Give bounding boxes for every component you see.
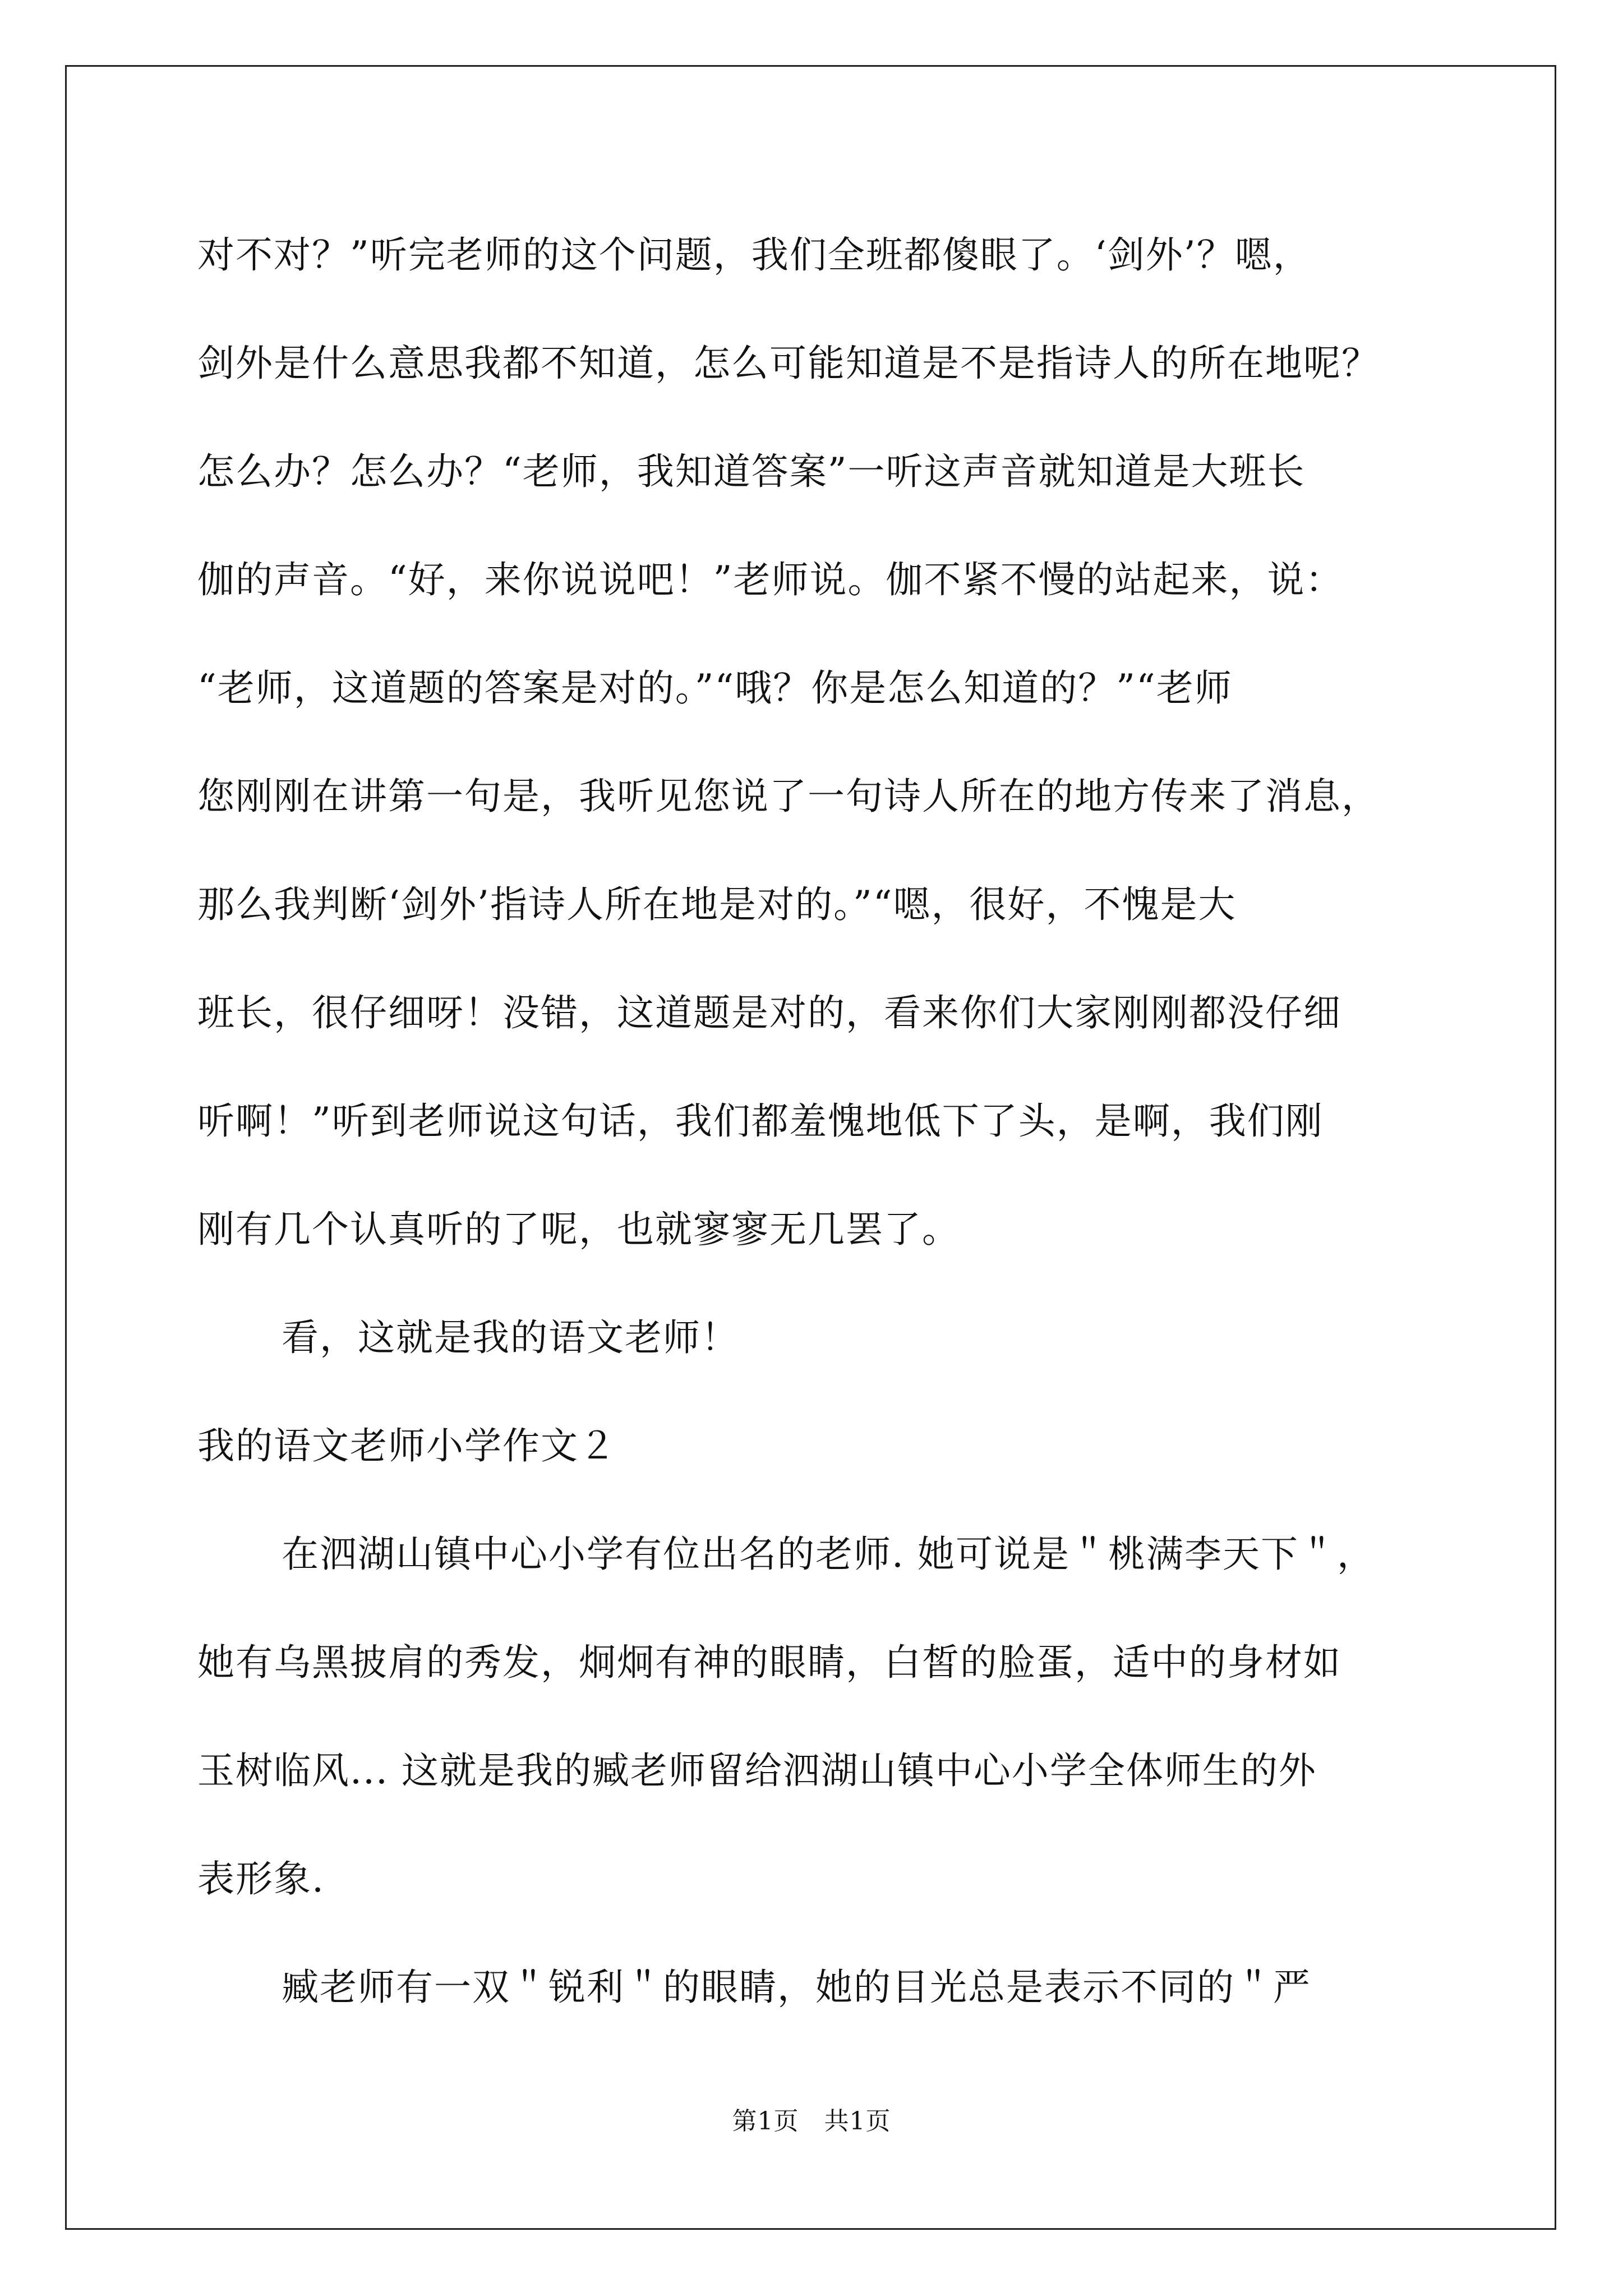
paragraph-line: 臧老师有一双＂锐利＂的眼睛，她的目光总是表示不同的＂严: [282, 1966, 1311, 2009]
body-line: 玉树临风... 这就是我的臧老师留给泗湖山镇中心小学全体师生的外: [197, 1749, 1317, 1792]
body-line: 她有乌黑披肩的秀发，炯炯有神的眼睛，白皙的脸蛋，适中的身材如: [197, 1641, 1341, 1684]
paragraph-line: 在泗湖山镇中心小学有位出名的老师. 她可说是＂桃满李天下＂，: [282, 1533, 1375, 1576]
document-body: [197, 201, 1431, 2041]
body-line: 表形象.: [197, 1857, 325, 1901]
body-line: “老师，这道题的答案是对的。”“哦？你是怎么知道的？”“老师: [197, 666, 1233, 710]
body-line: 刚有几个认真听的了呢，也就寥寥无几罢了。: [197, 1208, 960, 1251]
page-number: 第1页 共1页: [732, 2107, 891, 2136]
section-heading: 我的语文老师小学作文２: [197, 1424, 617, 1467]
paragraph-line: 看，这就是我的语文老师！: [282, 1316, 739, 1359]
body-line: 您刚刚在讲第一句是，我听见您说了一句诗人所在的地方传来了消息，: [197, 775, 1380, 818]
body-line: 对不对？”听完老师的这个问题，我们全班都傻眼了。‘剑外’？嗯，: [197, 233, 1311, 277]
body-line: 那么我判断‘剑外’指诗人所在地是对的。”“嗯，很好，不愧是大: [197, 883, 1237, 926]
body-line: 班长，很仔细呀！没错，这道题是对的，看来你们大家刚刚都没仔细: [197, 991, 1341, 1034]
body-line: 听啊！”听到老师说这句话，我们都羞愧地低下了头，是啊，我们刚: [197, 1099, 1324, 1143]
body-line: 伽的声音。“好，来你说说吧！”老师说。伽不紧不慢的站起来，说：: [197, 558, 1344, 601]
body-line: 怎么办？怎么办？“老师，我知道答案”一听这声音就知道是大班长: [197, 450, 1306, 493]
body-line: 剑外是什么意思我都不知道，怎么可能知道是不是指诗人的所在地呢？: [197, 342, 1380, 385]
